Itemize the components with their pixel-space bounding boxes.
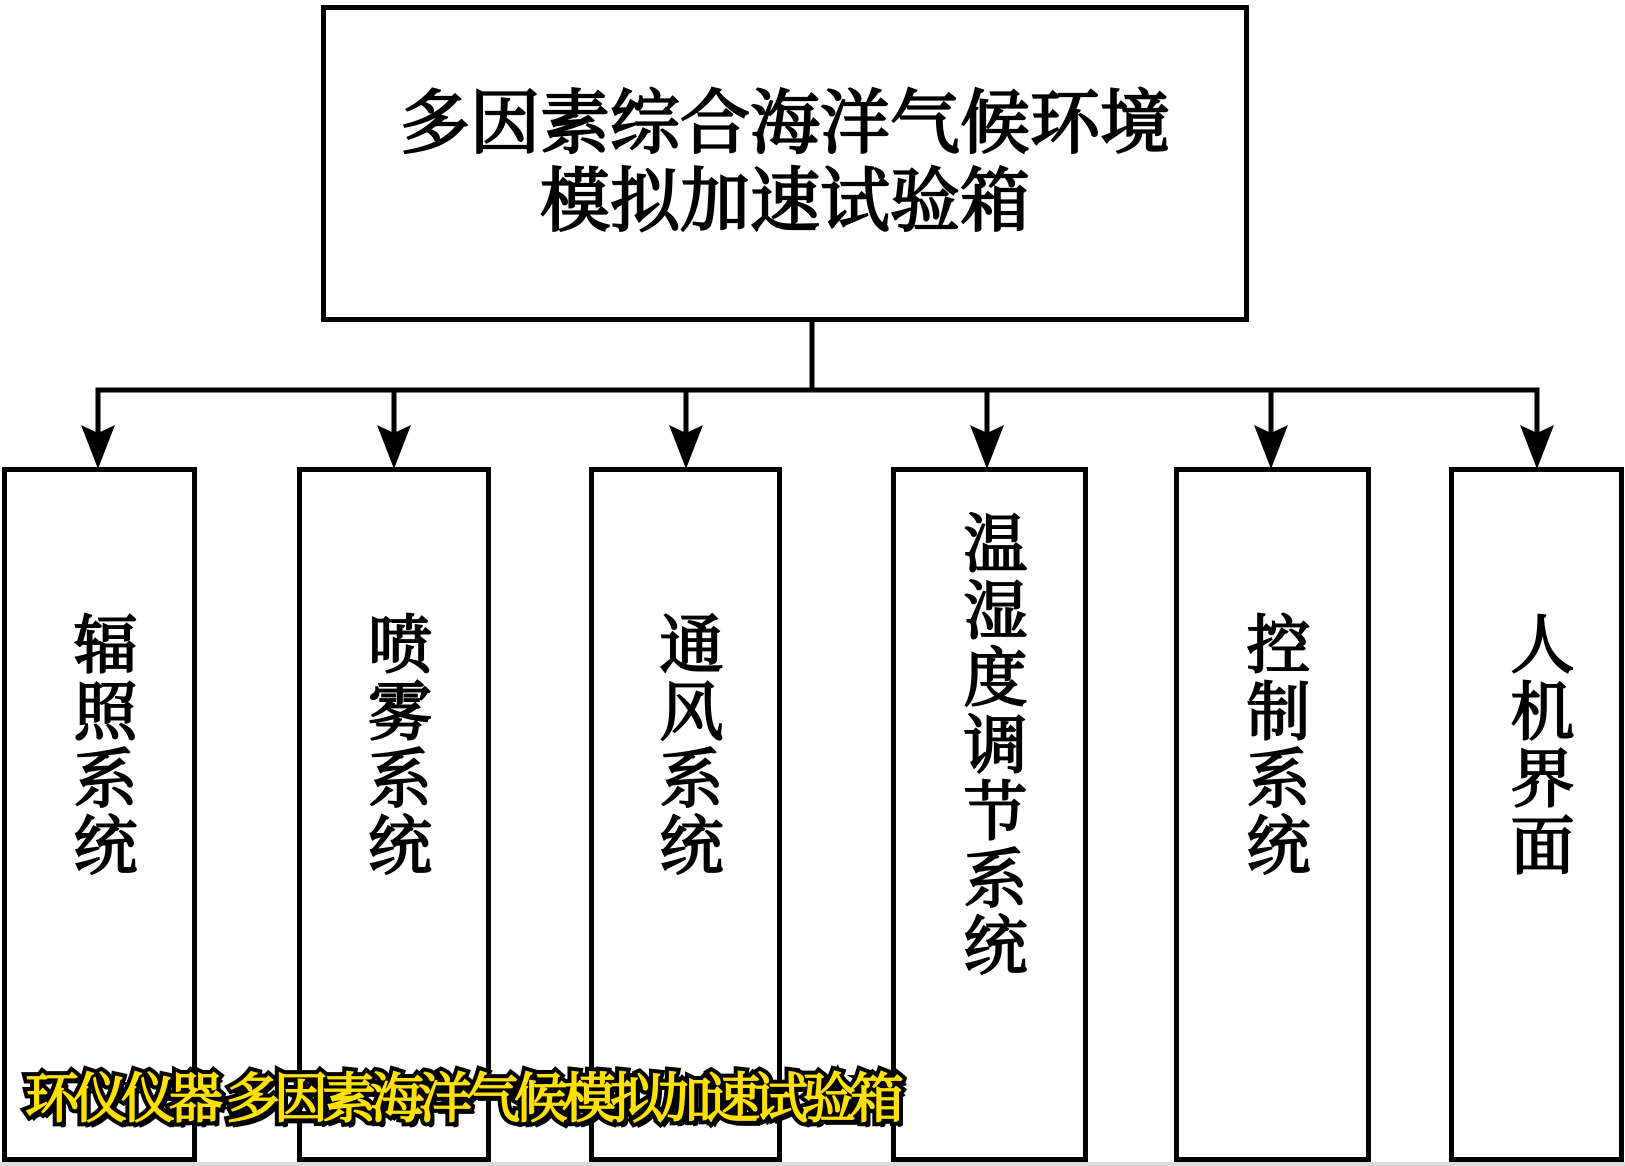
root-title-line2: 模拟加速试验箱	[540, 163, 1030, 241]
watermark-text: 环仪仪器 多因素海洋气候模拟加速试验箱	[25, 1069, 899, 1129]
branch-arrow-6	[1520, 388, 1554, 469]
branch-arrow-2	[377, 388, 411, 469]
node-temp-humidity-regulation-system	[891, 467, 1088, 1162]
node-control-system	[1174, 467, 1371, 1162]
node-label: 人机界面	[1501, 610, 1573, 879]
node-human-machine-interface	[1449, 467, 1624, 1162]
node-spray-system	[297, 467, 491, 1162]
node-label: 辐照系统	[64, 610, 136, 879]
branch-arrow-5	[1254, 388, 1288, 469]
root-title-line1: 多因素综合海洋气候环境	[400, 85, 1170, 163]
root-node	[321, 5, 1249, 322]
node-radiation-system	[2, 467, 197, 1162]
node-label: 温湿度调节系统	[954, 510, 1026, 979]
branch-arrow-3	[669, 388, 703, 469]
node-ventilation-system	[589, 467, 782, 1162]
node-label: 通风系统	[650, 610, 722, 879]
node-label: 控制系统	[1237, 610, 1309, 879]
branch-arrow-1	[81, 388, 115, 469]
node-label: 喷雾系统	[359, 610, 430, 879]
branch-arrow-4	[970, 388, 1004, 469]
